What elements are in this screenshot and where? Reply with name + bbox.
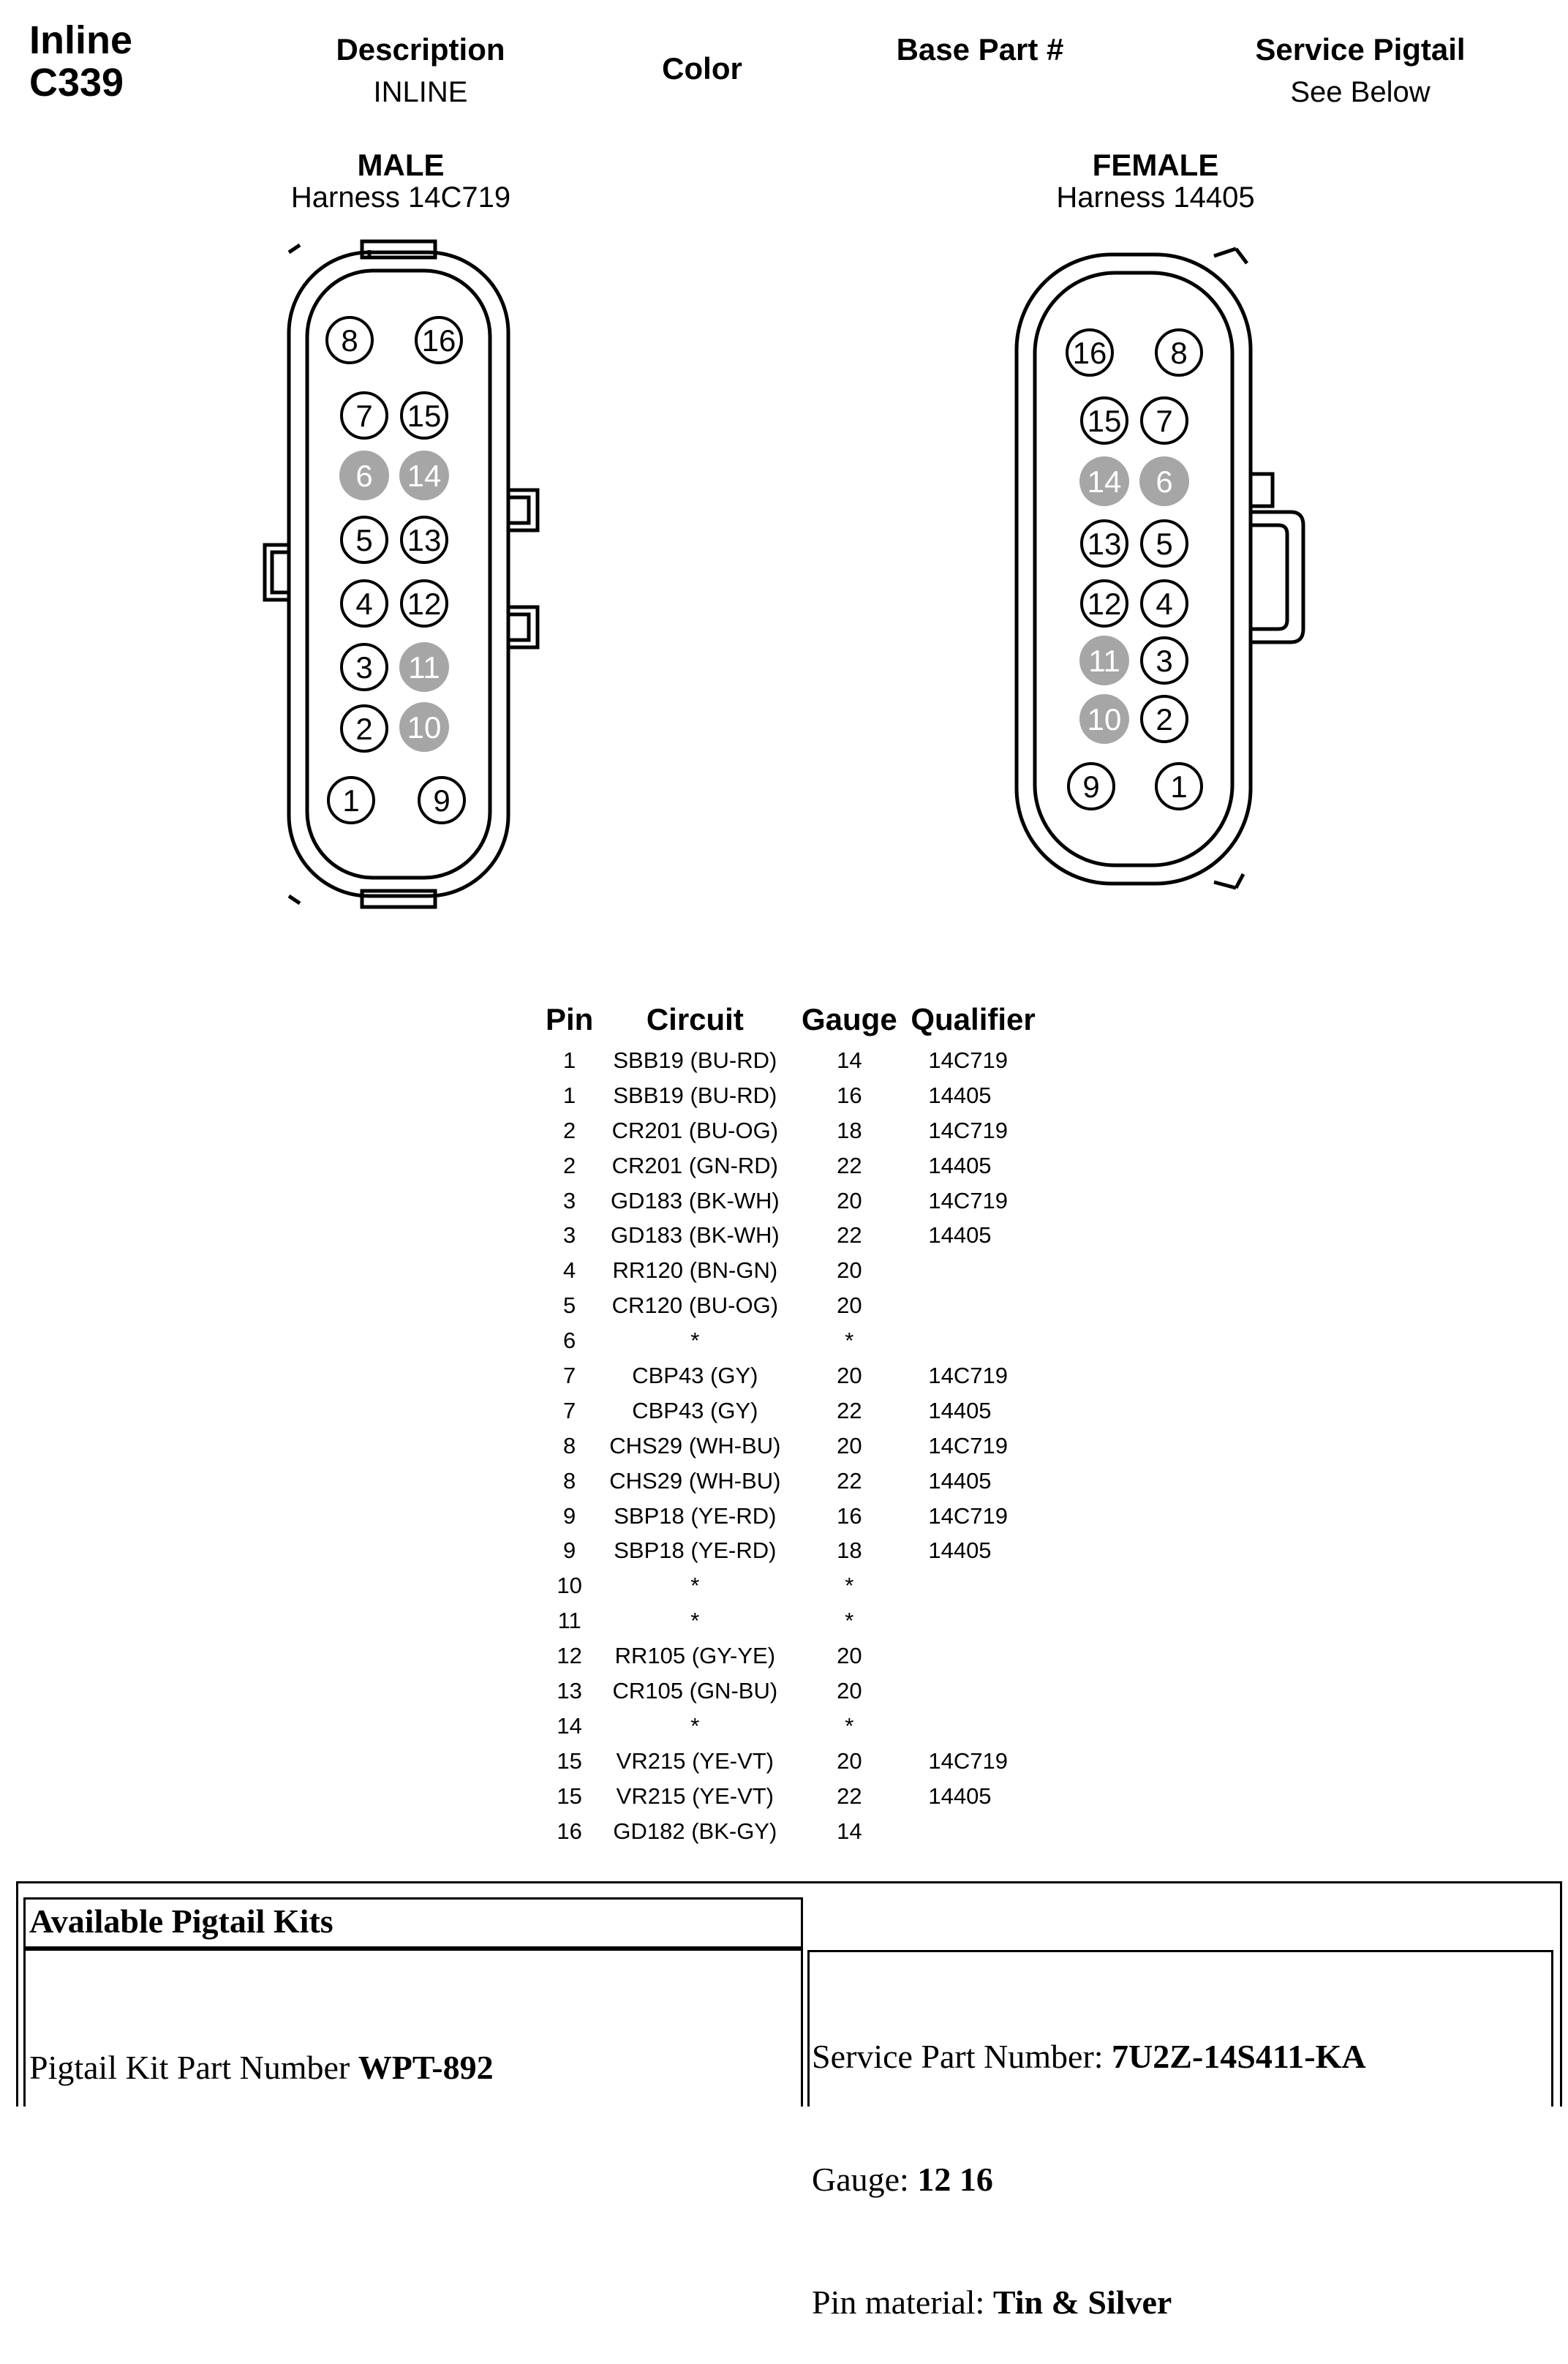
gauge-cell: 16: [837, 1082, 862, 1108]
gauge-cell: 20: [837, 1292, 862, 1319]
qualifier-cell: [906, 1709, 1058, 1744]
connector-name: [29, 19, 132, 104]
table-row: [541, 1253, 1058, 1288]
service-pigtail-value: See Below: [1290, 76, 1431, 108]
female-pin-3: [1142, 638, 1187, 683]
male-pin-1: [328, 778, 374, 823]
service-part-value: 7U2Z-14S411-KA: [1112, 2038, 1366, 2075]
gauge-line: [812, 2159, 1366, 2200]
svg-text:13: 13: [407, 523, 442, 557]
male-pin-16: [416, 317, 461, 363]
female-pin-10: [1079, 694, 1129, 744]
circuit-cell: CHS29 (WH-BU): [609, 1432, 781, 1458]
circuit-cell: *: [690, 1712, 700, 1739]
table-row: [541, 1428, 1058, 1464]
svg-text:2: 2: [1156, 702, 1173, 737]
female-pin-1: [1156, 764, 1202, 809]
gauge-cell: 20: [837, 1677, 862, 1704]
table-row: [541, 1288, 1058, 1323]
description-value: INLINE: [373, 76, 468, 108]
female-pin-9: [1068, 764, 1114, 809]
svg-text:4: 4: [355, 587, 373, 621]
circuit-cell: CR105 (GN-BU): [612, 1677, 778, 1704]
pin-cell: 13: [557, 1677, 582, 1704]
circuit-cell: RR105 (GY-YE): [614, 1643, 776, 1669]
svg-text:15: 15: [1087, 404, 1122, 438]
male-pin-14: [399, 451, 449, 500]
gauge-cell: 22: [837, 1397, 862, 1423]
svg-text:8: 8: [341, 323, 358, 358]
qualifier-cell: [906, 1323, 1058, 1358]
circuit-cell: *: [690, 1328, 700, 1354]
circuit-cell: GD182 (BK-GY): [613, 1818, 777, 1844]
qualifier-cell: [906, 1253, 1058, 1288]
qualifier-cell: 14405: [928, 1397, 992, 1423]
female-pin-12: [1082, 581, 1127, 626]
connector-type: Inline: [29, 18, 133, 62]
circuit-cell: *: [690, 1573, 700, 1599]
qualifier-cell: 14C719: [928, 1117, 1008, 1143]
pin-material-line: [812, 2282, 1366, 2323]
pigtail-kit-number: [29, 2048, 494, 2087]
svg-text:3: 3: [355, 650, 373, 685]
pin-cell: 9: [563, 1502, 576, 1529]
pin-cell: 11: [557, 1608, 581, 1634]
qualifier-cell: 14C719: [928, 1362, 1008, 1388]
circuit-cell: CR120 (BU-OG): [611, 1292, 779, 1319]
connector-id: C339: [29, 61, 124, 105]
pin-cell: 8: [563, 1467, 576, 1494]
qualifier-cell: [906, 1674, 1058, 1709]
table-row: [541, 1078, 1058, 1113]
gauge-cell: 18: [837, 1117, 862, 1143]
male-pin-10: [399, 702, 449, 752]
pin-cell: 6: [563, 1328, 576, 1354]
connector-diagram: [0, 219, 1568, 922]
table-row: [541, 1183, 1058, 1219]
male-pin-2: [342, 706, 387, 751]
pin-header: Pin: [546, 1002, 594, 1036]
table-row: [541, 1533, 1058, 1568]
table-row: [541, 1113, 1058, 1148]
male-pin-11: [399, 642, 449, 692]
male-pins: [327, 317, 464, 823]
qualifier-cell: [906, 1568, 1058, 1603]
male-pin-5: [342, 517, 387, 562]
svg-text:12: 12: [407, 587, 442, 621]
pin-cell: 15: [557, 1783, 582, 1809]
service-part-label: Service Part Number:: [812, 2038, 1112, 2075]
male-pin-15: [402, 393, 447, 438]
female-pin-4: [1142, 581, 1187, 626]
pin-cell: 5: [563, 1292, 576, 1319]
svg-text:3: 3: [1156, 644, 1173, 678]
male-pin-12: [402, 581, 447, 626]
circuit-header: Circuit: [646, 1002, 744, 1036]
table-row: [541, 1218, 1058, 1253]
gauge-label: Gauge:: [812, 2161, 918, 2198]
circuit-cell: SBP18 (YE-RD): [614, 1537, 777, 1564]
female-pin-13: [1082, 521, 1127, 566]
pin-cell: 9: [563, 1537, 576, 1564]
svg-text:13: 13: [1087, 527, 1122, 561]
female-pin-7: [1142, 398, 1187, 443]
color-label: Color: [662, 51, 742, 86]
female-pin-14: [1079, 456, 1129, 506]
pin-table: [541, 996, 1058, 1848]
gauge-cell: *: [845, 1608, 854, 1634]
pin-cell: 2: [563, 1152, 576, 1178]
service-pigtail-label: Service Pigtail: [1255, 32, 1466, 67]
svg-text:10: 10: [407, 710, 442, 745]
table-row: [541, 1568, 1058, 1603]
circuit-cell: CBP43 (GY): [632, 1362, 758, 1388]
gauge-cell: 14: [837, 1818, 862, 1844]
gauge-cell: 22: [837, 1783, 862, 1809]
table-row: [541, 1464, 1058, 1499]
gauge-cell: 14: [837, 1047, 862, 1073]
table-row: [541, 1499, 1058, 1534]
svg-text:16: 16: [421, 323, 456, 358]
pigtail-heading: Available Pigtail Kits: [29, 1902, 333, 1940]
table-row: [541, 1393, 1058, 1428]
svg-text:6: 6: [1156, 464, 1173, 499]
pin-cell: 15: [557, 1747, 582, 1774]
gauge-cell: 20: [837, 1432, 862, 1458]
pin-cell: 14: [557, 1712, 582, 1739]
gauge-cell: 22: [837, 1467, 862, 1494]
svg-text:11: 11: [408, 650, 440, 685]
pin-cell: 7: [563, 1362, 576, 1388]
qualifier-cell: 14C719: [928, 1502, 1008, 1529]
qualifier-cell: 14C719: [928, 1187, 1008, 1213]
svg-text:14: 14: [1087, 464, 1122, 499]
male-pin-3: [342, 644, 387, 690]
qualifier-cell: 14405: [928, 1537, 992, 1564]
table-row: [541, 1674, 1058, 1709]
svg-text:12: 12: [1087, 587, 1122, 621]
table-row: [541, 1603, 1058, 1638]
service-part-line: [812, 2036, 1366, 2077]
female-pin-15: [1082, 398, 1127, 443]
svg-text:1: 1: [342, 783, 360, 818]
qualifier-cell: [906, 1638, 1058, 1674]
svg-text:9: 9: [433, 783, 451, 818]
circuit-cell: VR215 (YE-VT): [616, 1783, 774, 1809]
svg-text:16: 16: [1072, 336, 1107, 370]
svg-text:15: 15: [407, 399, 442, 433]
pin-cell: 10: [557, 1573, 582, 1599]
table-row: [541, 1148, 1058, 1183]
base-part-label: Base Part #: [896, 32, 1064, 67]
pin-cell: 3: [563, 1222, 576, 1249]
gauge-cell: 16: [837, 1502, 862, 1529]
gauge-cell: 18: [837, 1537, 862, 1564]
table-row: [541, 1709, 1058, 1744]
qualifier-cell: 14C719: [928, 1047, 1008, 1073]
female-pins: [1067, 330, 1202, 809]
circuit-cell: SBB19 (BU-RD): [613, 1082, 777, 1108]
female-title: FEMALE: [1092, 148, 1219, 182]
pin-cell: 1: [563, 1047, 576, 1073]
gauge-cell: 22: [837, 1152, 862, 1178]
female-pin-16: [1067, 330, 1112, 375]
gauge-cell: 20: [837, 1643, 862, 1669]
female-pin-2: [1142, 696, 1187, 742]
male-harness: Harness 14C719: [290, 181, 511, 214]
pin-cell: 8: [563, 1432, 576, 1458]
gauge-cell: *: [845, 1328, 854, 1354]
female-pin-6: [1139, 456, 1189, 506]
female-pin-8: [1156, 330, 1202, 375]
table-row: [541, 1744, 1058, 1779]
table-row: [541, 1043, 1058, 1078]
male-pin-13: [402, 517, 447, 562]
svg-text:5: 5: [355, 523, 373, 557]
qualifier-cell: [906, 1603, 1058, 1638]
circuit-cell: *: [690, 1608, 700, 1634]
svg-text:1: 1: [1170, 769, 1188, 804]
gauge-cell: *: [845, 1712, 854, 1739]
svg-text:2: 2: [355, 712, 373, 746]
circuit-cell: GD183 (BK-WH): [610, 1222, 780, 1249]
qualifier-cell: 14C719: [928, 1432, 1008, 1458]
pin-cell: 2: [563, 1117, 576, 1143]
svg-text:5: 5: [1156, 527, 1173, 561]
pin-cell: 16: [557, 1818, 582, 1844]
circuit-cell: SBB19 (BU-RD): [613, 1047, 777, 1073]
circuit-cell: CBP43 (GY): [632, 1397, 758, 1423]
pin-table-header: [541, 996, 1058, 1043]
male-title: MALE: [357, 148, 445, 182]
qualifier-cell: 14C719: [928, 1747, 1008, 1774]
qualifier-cell: [906, 1288, 1058, 1323]
gauge-cell: 20: [837, 1257, 862, 1284]
svg-text:4: 4: [1156, 587, 1173, 621]
pin-material-value: Tin & Silver: [992, 2284, 1172, 2321]
description-label: Description: [336, 32, 505, 67]
circuit-cell: RR120 (BN-GN): [612, 1257, 778, 1284]
table-row: [541, 1638, 1058, 1674]
circuit-cell: GD183 (BK-WH): [610, 1187, 780, 1213]
circuit-cell: CR201 (BU-OG): [611, 1117, 779, 1143]
circuit-cell: SBP18 (YE-RD): [614, 1502, 777, 1529]
pin-table-body: [541, 1043, 1058, 1848]
qualifier-cell: 14405: [928, 1783, 992, 1809]
gauge-value: 12 16: [917, 2161, 993, 2198]
pin-cell: 3: [563, 1187, 576, 1213]
gauge-cell: *: [845, 1573, 854, 1599]
male-pin-4: [342, 581, 387, 626]
female-harness: Harness 14405: [1056, 181, 1255, 214]
pin-cell: 12: [557, 1643, 582, 1669]
svg-text:9: 9: [1082, 769, 1100, 804]
qualifier-cell: 14405: [928, 1082, 992, 1108]
svg-text:11: 11: [1088, 644, 1120, 678]
male-pin-7: [342, 393, 387, 438]
qualifier-cell: 14405: [928, 1467, 992, 1494]
circuit-cell: CHS29 (WH-BU): [609, 1467, 781, 1494]
qualifier-cell: 14405: [928, 1152, 992, 1178]
table-row: [541, 1779, 1058, 1814]
qualifier-cell: 14405: [928, 1222, 992, 1249]
gauge-cell: 20: [837, 1747, 862, 1774]
gauge-cell: 22: [837, 1222, 862, 1249]
table-row: [541, 1323, 1058, 1358]
male-pin-8: [327, 317, 372, 363]
gauge-header: Gauge: [801, 1002, 897, 1036]
svg-text:14: 14: [407, 459, 442, 493]
table-row: [541, 1814, 1058, 1849]
svg-text:8: 8: [1170, 336, 1188, 370]
svg-text:7: 7: [355, 399, 373, 433]
qualifier-header: Qualifier: [911, 1002, 1036, 1036]
svg-text:10: 10: [1087, 702, 1122, 737]
svg-text:6: 6: [355, 459, 373, 493]
pin-cell: 4: [563, 1257, 576, 1284]
pigtail-kit-value: WPT-892: [358, 2049, 494, 2086]
male-pin-9: [419, 778, 464, 823]
male-pin-6: [339, 451, 389, 500]
male-connector-body: [265, 241, 538, 907]
svg-text:7: 7: [1156, 404, 1173, 438]
pin-material-label: Pin material:: [812, 2284, 993, 2321]
qualifier-cell: [906, 1814, 1058, 1849]
pigtail-kit-label: Pigtail Kit Part Number: [29, 2049, 358, 2086]
service-part-details: [812, 1954, 1366, 2364]
gauge-cell: 20: [837, 1187, 862, 1213]
gauge-cell: 20: [837, 1362, 862, 1388]
pin-cell: 7: [563, 1397, 576, 1423]
female-pin-11: [1079, 636, 1129, 685]
table-row: [541, 1358, 1058, 1393]
female-pin-5: [1142, 521, 1187, 566]
circuit-cell: CR201 (GN-RD): [611, 1152, 779, 1178]
circuit-cell: VR215 (YE-VT): [616, 1747, 774, 1774]
pin-cell: 1: [563, 1082, 576, 1108]
